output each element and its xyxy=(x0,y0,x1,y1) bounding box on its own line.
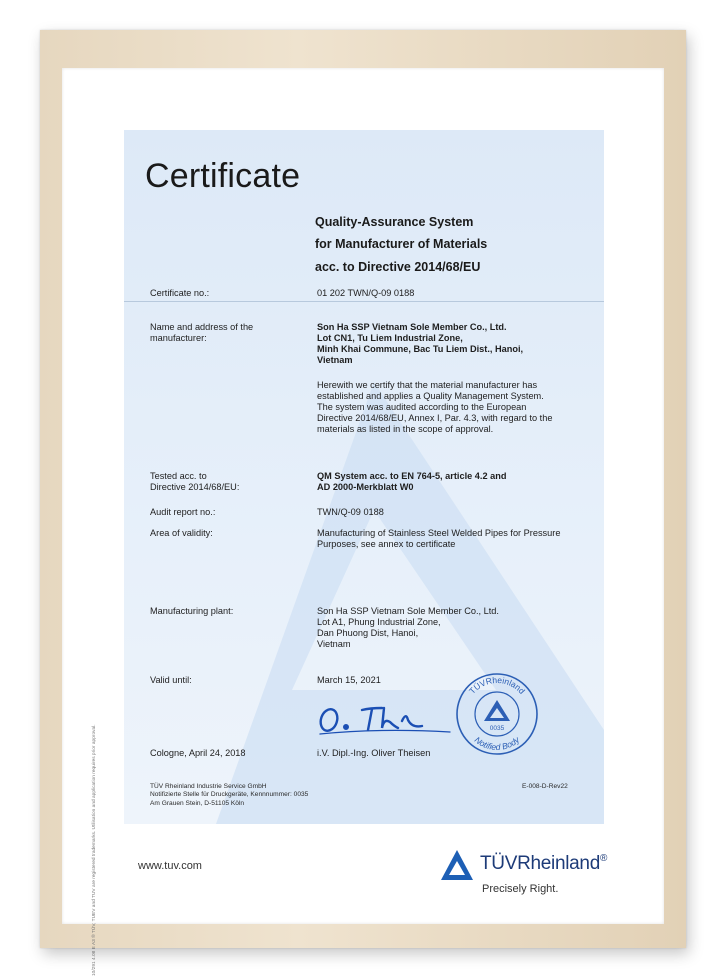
picture-frame xyxy=(40,30,686,976)
place-date: Cologne, April 24, 2018 xyxy=(150,748,246,758)
tested-label-line: Directive 2014/68/EU: xyxy=(150,482,240,492)
seal-top-text: TÜVRheinland xyxy=(466,674,528,696)
plant-address xyxy=(317,606,499,650)
tested-value-line: QM System acc. to EN 764-5, article 4.2 and xyxy=(317,471,507,481)
validity-label: Area of validity: xyxy=(150,528,213,538)
address-line: Son Ha SSP Vietnam Sole Member Co., Ltd. xyxy=(317,322,507,332)
manufacturer-label-line: Name and address of the xyxy=(150,322,254,332)
tuv-triangle-icon xyxy=(440,849,474,881)
statement-line: established and applies a Quality Management System. xyxy=(317,391,544,401)
tuv-brand-name: TÜVRheinland xyxy=(480,853,600,874)
svg-text:TÜVRheinland xyxy=(467,675,527,696)
statement-line: The system was audited according to the European xyxy=(317,402,527,412)
subtitle-line-2: for Manufacturer of Materials xyxy=(315,237,488,251)
plant-line: Dan Phuong Dist, Hanoi, xyxy=(317,628,419,638)
subtitle-line-1: Quality-Assurance System xyxy=(315,215,474,229)
address-line: Lot CN1, Tu Liem Industrial Zone, xyxy=(317,333,463,343)
audit-value: TWN/Q-09 0188 xyxy=(317,507,384,517)
signatory-name: i.V. Dipl.-Ing. Oliver Theisen xyxy=(317,748,431,758)
statement-line: materials as listed in the scope of approval. xyxy=(317,424,494,434)
website-url: www.tuv.com xyxy=(138,860,202,872)
address-line: Vietnam xyxy=(317,355,353,365)
address-line: Minh Khai Commune, Bac Tu Liem Dist., Hanoi, xyxy=(317,344,524,354)
cert-no-value: 01 202 TWN/Q-09 0188 xyxy=(317,288,415,298)
seal-lettering xyxy=(454,671,540,757)
header-divider xyxy=(124,301,604,302)
margin-note: 10/291 4.08 E A3 ® TÜV, TUEV and TUV are registered trademarks. Utilisation and application requires prior approval. xyxy=(92,724,97,976)
cert-no-label: Certificate no.: xyxy=(150,288,210,298)
tested-label-line: Tested acc. to xyxy=(150,471,207,481)
tested-value xyxy=(317,471,506,493)
plant-line: Lot A1, Phung Industrial Zone, xyxy=(317,617,441,627)
plant-label: Manufacturing plant: xyxy=(150,606,234,616)
plant-line: Vietnam xyxy=(317,639,351,649)
tested-label xyxy=(150,471,239,493)
subtitle-line-3: acc. to Directive 2014/68/EU xyxy=(315,260,481,274)
certificate-panel xyxy=(124,130,604,824)
certificate-paper xyxy=(62,68,664,976)
tuv-slogan: Precisely Right. xyxy=(482,883,559,895)
seal-bottom-text: Notified Body xyxy=(472,734,522,753)
valid-until-value: March 15, 2021 xyxy=(317,675,381,685)
manufacturer-address xyxy=(317,322,523,366)
issuer-info xyxy=(150,783,308,808)
certificate-title: Certificate xyxy=(145,157,301,195)
plant-line: Son Ha SSP Vietnam Sole Member Co., Ltd. xyxy=(317,606,499,616)
statement-line: Directive 2014/68/EU, Annex I, Par. 4.3, with regard to the xyxy=(317,413,553,423)
issuer-line: Notifizierte Stelle für Druckgeräte, Kennnummer: 0035 xyxy=(150,791,309,799)
manufacturer-label xyxy=(150,322,253,344)
validity-value xyxy=(317,528,560,550)
statement-line: Herewith we certify that the material manufacturer has xyxy=(317,380,538,390)
validity-line: Purposes, see annex to certificate xyxy=(317,539,456,549)
tested-value-line: AD 2000-Merkblatt W0 xyxy=(317,482,414,492)
manufacturer-label-line: manufacturer: xyxy=(150,333,207,343)
svg-text:Notified Body xyxy=(473,734,522,752)
valid-until-label: Valid until: xyxy=(150,675,192,685)
audit-label: Audit report no.: xyxy=(150,507,216,517)
validity-line: Manufacturing of Stainless Steel Welded Pipes for Pressure xyxy=(317,528,561,538)
tuv-logo xyxy=(440,846,660,902)
issuer-line: TÜV Rheinland Industrie Service GmbH xyxy=(150,783,267,790)
form-code: E-008-D-Rev22 xyxy=(522,783,568,790)
tuv-wordmark xyxy=(480,853,607,875)
seal-number: 0035 xyxy=(489,725,505,732)
registered-mark: ® xyxy=(599,853,608,864)
signature xyxy=(310,696,460,740)
certification-statement xyxy=(317,380,552,435)
issuer-line: Am Grauen Stein, D-51105 Köln xyxy=(150,799,245,807)
